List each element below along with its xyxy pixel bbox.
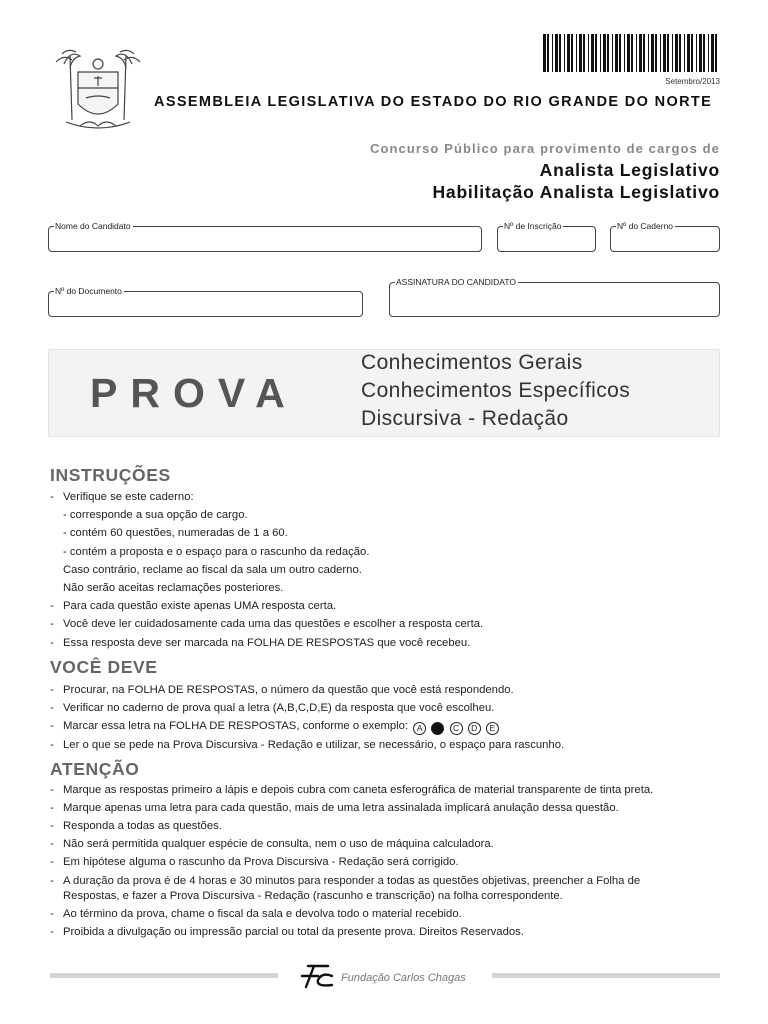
signature-field[interactable] [389, 277, 720, 317]
instruction-item: Para cada questão existe apenas UMA resposta certa. [63, 600, 337, 613]
you-must-heading: VOCÊ DEVE [50, 657, 158, 677]
instruction-item: Não serão aceitas reclamações posteriores. [63, 582, 284, 594]
state-coat-of-arms-icon [50, 42, 146, 134]
fcc-logo-icon [298, 963, 336, 989]
you-must-item-example [63, 719, 499, 735]
example-bubble-a: A [413, 722, 426, 735]
subject-specific: Conhecimentos Específicos [361, 379, 631, 402]
candidate-name-field[interactable] [48, 221, 482, 252]
subject-essay: Discursiva - Redação [361, 407, 569, 430]
example-bubble-b-filled: B [431, 722, 444, 735]
attention-item: Marque apenas uma letra para cada questão, mais de uma letra assinalada implicará anulação dessa questão. [63, 802, 619, 815]
barcode-icon [543, 34, 719, 72]
instruction-item: Verifique se este caderno: [63, 491, 194, 503]
instruction-item: - contém a proposta e o espaço para o rascunho da redação. [63, 545, 370, 558]
exam-date: Setembro/2013 [665, 77, 720, 86]
instructions-heading: INSTRUÇÕES [50, 465, 171, 485]
registration-number-field[interactable] [497, 221, 596, 252]
you-must-item: Ler o que se pede na Prova Discursiva - Redação e utilizar, se necessário, o espaço para rascunho. [63, 739, 565, 751]
signature-label: ASSINATURA DO CANDIDATO [396, 277, 516, 287]
booklet-number-field[interactable] [610, 221, 720, 252]
subject-general: Conhecimentos Gerais [361, 351, 583, 374]
attention-item: Ao término da prova, chame o fiscal da sala e devolva todo o material recebido. [63, 908, 462, 921]
attention-item: Marque as respostas primeiro a lápis e depois cubra com caneta esferográfica de material transparente de tinta preta. [63, 784, 654, 796]
instruction-item: Essa resposta deve ser marcada na FOLHA DE RESPOSTAS que você recebeu. [63, 636, 471, 649]
attention-item: Responda a todas as questões. [63, 820, 222, 833]
exam-word: PROVA [90, 370, 298, 416]
attention-item: Em hipótese alguma o rascunho da Prova Discursiva - Redação será corrigido. [63, 856, 459, 869]
foundation-name: Fundação Carlos Chagas [341, 972, 466, 984]
registration-number-label: Nº de Inscrição [504, 221, 562, 231]
you-must-item: Procurar, na FOLHA DE RESPOSTAS, o número da questão que você está respondendo. [63, 684, 514, 696]
footer-rule-left [50, 973, 278, 978]
job-habilitation: Habilitação Analista Legislativo [432, 182, 720, 202]
candidate-name-label: Nome do Candidato [55, 221, 131, 231]
you-must-item: Marcar essa letra na FOLHA DE RESPOSTAS, conforme o exemplo: [63, 720, 409, 732]
contest-description: Concurso Público para provimento de cargos de [369, 141, 720, 156]
institution-title: ASSEMBLEIA LEGISLATIVA DO ESTADO DO RIO GRANDE DO NORTE [154, 94, 713, 110]
attention-item: Proibida a divulgação ou impressão parcial ou total da presente prova. Direitos Reservados. [63, 926, 524, 939]
example-bubble-c: C [450, 722, 463, 735]
attention-item: A duração da prova é de 4 horas e 30 minutos para responder a todas as questões objetivas, preencher a Folha de [63, 874, 641, 887]
instruction-item: Você deve ler cuidadosamente cada uma das questões e escolher a resposta certa. [63, 618, 484, 631]
attention-item: Não será permitida qualquer espécie de consulta, nem o uso de máquina calculadora. [63, 838, 494, 851]
instruction-item: - contém 60 questões, numeradas de 1 a 60. [63, 527, 288, 540]
attention-item-continuation: Respostas, e fazer a Prova Discursiva - Redação (rascunho e transcrição) na folha correspondente. [63, 890, 563, 902]
instruction-item: - corresponde a sua opção de cargo. [63, 509, 248, 522]
document-number-field[interactable] [48, 286, 363, 317]
booklet-number-label: Nº do Caderno [617, 221, 674, 231]
job-title: Analista Legislativo [539, 160, 720, 180]
footer-rule-right [492, 973, 720, 978]
attention-heading: ATENÇÃO [50, 759, 140, 779]
document-number-label: Nº do Documento [55, 286, 122, 296]
example-bubble-e: E [486, 722, 499, 735]
instruction-item: Caso contrário, reclame ao fiscal da sala um outro caderno. [63, 563, 362, 576]
you-must-item: Verificar no caderno de prova qual a letra (A,B,C,D,E) da resposta que você escolheu. [63, 702, 495, 714]
example-bubble-d: D [468, 722, 481, 735]
